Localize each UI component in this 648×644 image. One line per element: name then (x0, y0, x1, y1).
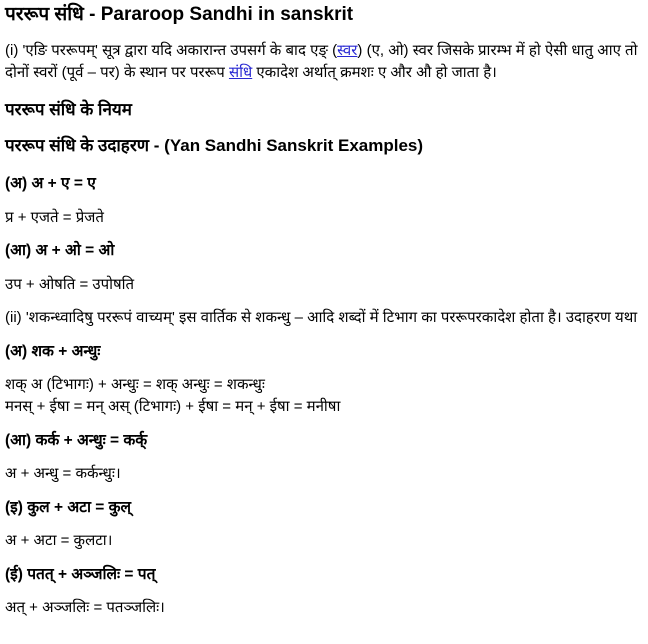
intro-text-1: (i) 'एङि पररूपम्' सूत्र द्वारा यदि अकारान्त उपसर्ग के बाद एङ् ( (5, 42, 338, 59)
example-text-aa: उप + ओषति = उपोषति (5, 275, 135, 293)
example-formula-a: (अ) अ + ए = ए (5, 175, 96, 192)
intro-text-3: एकादेश अर्थात् क्रमशः ए और औ हो जाता है। (252, 64, 497, 81)
example-formula-kark: (आ) कर्क + अन्धुः = कर्क् (5, 431, 148, 449)
example-text-shak-line2: मनस् + ईषा = मन् अस् (टिभागः) + ईषा = मन् + ईषा = मनीषा (5, 398, 341, 415)
example-formula-aa: (आ) अ + ओ = ओ (5, 242, 115, 259)
note-paragraph: (ii) 'शकन्ध्वादिषु पररूपं वाच्यम्' इस वार्तिक से शकन्धु – आदि शब्दों में टिभाग का पररूपरकादेश होता है। उदाहरण यथा (5, 309, 638, 326)
example-text-a: प्र + एजते = प्रेजते (5, 208, 104, 226)
swar-link[interactable]: स्वर (337, 42, 358, 59)
intro-text-2: ) (ए, ओ) स्वर जिसके प्रारम्भ में हो ऐसी धातु आए तो दोनों स्वरों (पूर्व – पर) के स्थान पर पररूप (5, 42, 638, 81)
intro-paragraph (5, 40, 640, 84)
heading-examples: पररूप संधि के उदाहरण - (Yan Sandhi Sanskrit Examples) (5, 136, 424, 155)
sandhi-link[interactable]: संधि (228, 64, 253, 81)
example-formula-kul: (इ) कुल + अटा = कुल् (5, 498, 132, 516)
example-text-shak-line1: शक् अ (टिभागः) + अन्धुः = शक् अन्धुः = शकन्धुः (5, 376, 265, 393)
example-text-kark: अ + अन्धु = कर्कन्धुः। (5, 465, 121, 482)
page-title: पररूप संधि - Pararoop Sandhi in sanskrit (5, 4, 354, 25)
example-text-patat: अत् + अञ्जलिः = पतञ्जलिः। (5, 599, 165, 616)
example-text-shak (5, 374, 640, 418)
example-formula-shak: (अ) शक + अन्धुः (5, 342, 101, 360)
heading-rules: पररूप संधि के नियम (5, 100, 132, 119)
example-formula-patat: (ई) पतत् + अञ्जलिः = पत् (5, 565, 156, 583)
example-text-kul: अ + अटा = कुलटा। (5, 532, 113, 549)
